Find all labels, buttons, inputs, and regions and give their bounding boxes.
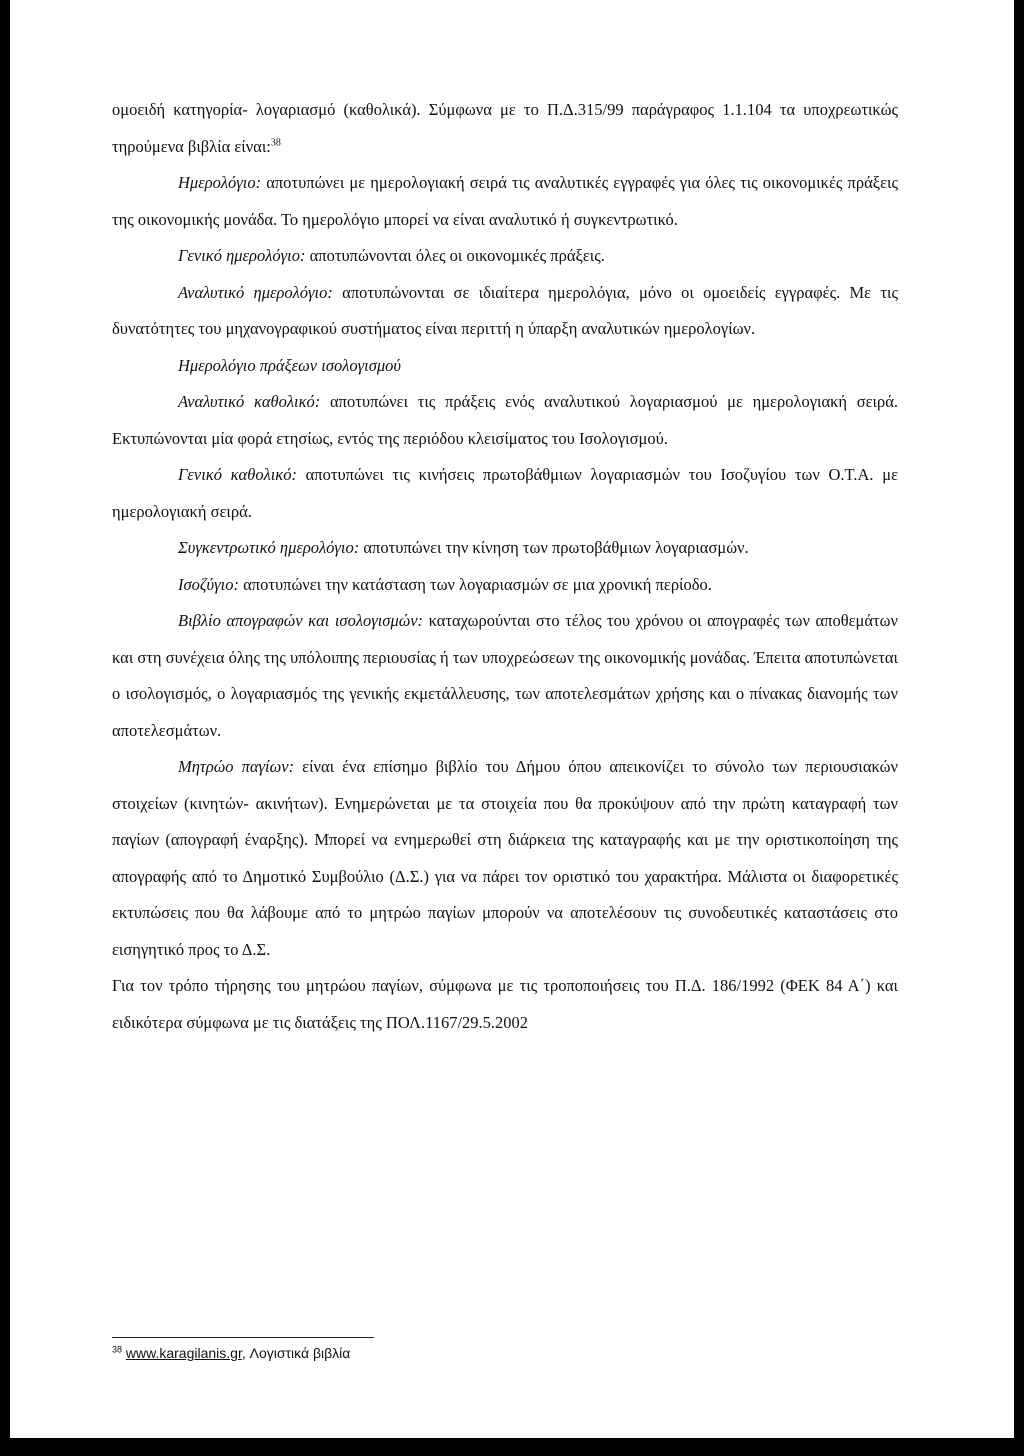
definition-journal: αποτυπώνει με ημερολογιακή σειρά τις αναλυτικές εγγραφές για όλες τις οικονομικές πράξεις της οικονομικής μονάδα. Το ημερολόγιο μπορεί να είναι αναλυτικό ή συγκεντρωτικό. [112,173,898,229]
paragraph-asset-register [112,749,898,968]
paragraph-closing [112,968,898,1041]
scan-edge-bottom [0,1438,1024,1456]
footnote-ref[interactable]: 38 [270,137,281,148]
term-analytic-ledger: Αναλυτικό καθολικό: [178,392,321,411]
term-general-journal: Γενικό ημερολόγιο: [178,246,306,265]
definition-trial-balance: αποτυπώνει την κατάσταση των λογαριασμών σε μια χρονική περίοδο. [238,574,712,594]
paragraph-analytic-journal [112,275,898,348]
term-balance-journal: Ημερολόγιο πράξεων ισολογισμού [178,355,401,375]
term-summary-journal: Συγκεντρωτικό ημερολόγιο: [178,538,360,557]
paragraph-trial-balance [112,567,898,604]
footnote-link[interactable]: www.karagilanis.gr [125,1345,242,1361]
term-general-ledger: Γενικό καθολικό: [178,465,297,484]
term-trial-balance: Ισοζύγιο: [178,574,239,594]
term-inventory-book: Βιβλίο απογραφών και ισολογισμών: [178,611,424,630]
scan-edge-right [1014,0,1024,1456]
footnote-separator [112,1337,374,1338]
body-text [112,92,898,1041]
paragraph-general-journal [112,165,898,238]
paragraph-general-ledger-journal [112,238,898,275]
definition-analytic-journal: αποτυπώνονται σε ιδιαίτερα ημερολόγια, μόνο οι ομοειδείς εγγραφές. Με τις δυνατότητες του μηχανογραφικού συστήματος είναι περιττή η ύπαρξη αναλυτικών ημερολογίων. [112,282,898,338]
definition-analytic-ledger: αποτυπώνει τις πράξεις ενός αναλυτικού λογαριασμού με ημερολογιακή σειρά. Εκτυπώνονται μία φορά ετησίως, εντός της περιόδου κλεισίματος του Ισολογισμού. [112,392,898,448]
paragraph-analytic-ledger [112,384,898,457]
paragraph-intro [112,92,898,165]
paragraph-summary-journal [112,530,898,567]
term-asset-register: Μητρώο παγίων: [178,757,295,776]
footnote-text: , Λογιστικά βιβλία [241,1345,351,1361]
definition-asset-register: είναι ένα επίσημο βιβλίο του Δήμου όπου απεικονίζει το σύνολο των περιουσιακών στοιχείων (κινητών- ακινήτων). Ενημερώνεται με τα στοιχεία που θα προκύψουν από την πρώτη καταγραφή των παγίων (απογραφή έναρξης). Μπορεί να ενημερωθεί στη διάρκεια της καταγραφής και με την οριστικοποίηση της απογραφής από το Δημοτικό Συμβούλιο (Δ.Σ.) για να πάρει τον οριστικό του χαρακτήρα. Μάλιστα οι διαφορετικές εκτυπώσεις που θα λάβουμε από το μητρώο παγίων μπορούν να αποτελέσουν τις συνοδευτικές καταστάσεις στο εισηγητικό προς το Δ.Σ. [112,757,899,959]
definition-general-ledger: αποτυπώνει τις κινήσεις πρωτοβάθμιων λογαριασμών του Ισοζυγίου των Ο.Τ.Α. με ημερολογιακή σειρά. [112,465,898,521]
term-analytic-journal: Αναλυτικό ημερολόγιο: [178,282,333,302]
closing-text: Για τον τρόπο τήρησης του μητρώου παγίων, σύμφωνα με τις τροποποιήσεις του Π.Δ. 186/1992 (ΦΕΚ 84 Α΄) και ειδικότερα σύμφωνα με τις διατάξεις της ΠΟΛ.1167/29.5.2002 [112,976,898,1032]
definition-general-journal: αποτυπώνονται όλες οι οικονομικές πράξεις. [305,246,605,265]
scan-edge-left [0,0,10,1456]
paragraph-inventory-book [112,603,898,749]
footnote [112,1344,350,1362]
definition-summary-journal: αποτυπώνει την κίνηση των πρωτοβάθμιων λογαριασμών. [359,538,749,557]
paragraph-general-ledger [112,457,898,530]
footnote-number: 38 [112,1344,123,1355]
paragraph-balance-journal [112,348,898,385]
paragraph-intro-text: ομοειδή κατηγορία- λογαριασμό (καθολικά). Σύμφωνα με το Π.Δ.315/99 παράγραφος 1.1.104 τα υποχρεωτικώς τηρούμενα βιβλία είναι: [112,100,898,156]
definition-inventory-book: καταχωρούνται στο τέλος του χρόνου οι απογραφές των αποθεμάτων και στη συνέχεια όλης της υπόλοιπης περιουσίας ή των υποχρεώσεων της οικονομικής μονάδας. Έπειτα αποτυπώνεται ο ισολογισμός, ο λογαριασμός της γενικής εκμετάλλευσης, των αποτελεσμάτων χρήσης και ο πίνακας διανομής των αποτελεσμάτων. [112,611,898,740]
term-journal: Ημερολόγιο: [178,173,262,192]
